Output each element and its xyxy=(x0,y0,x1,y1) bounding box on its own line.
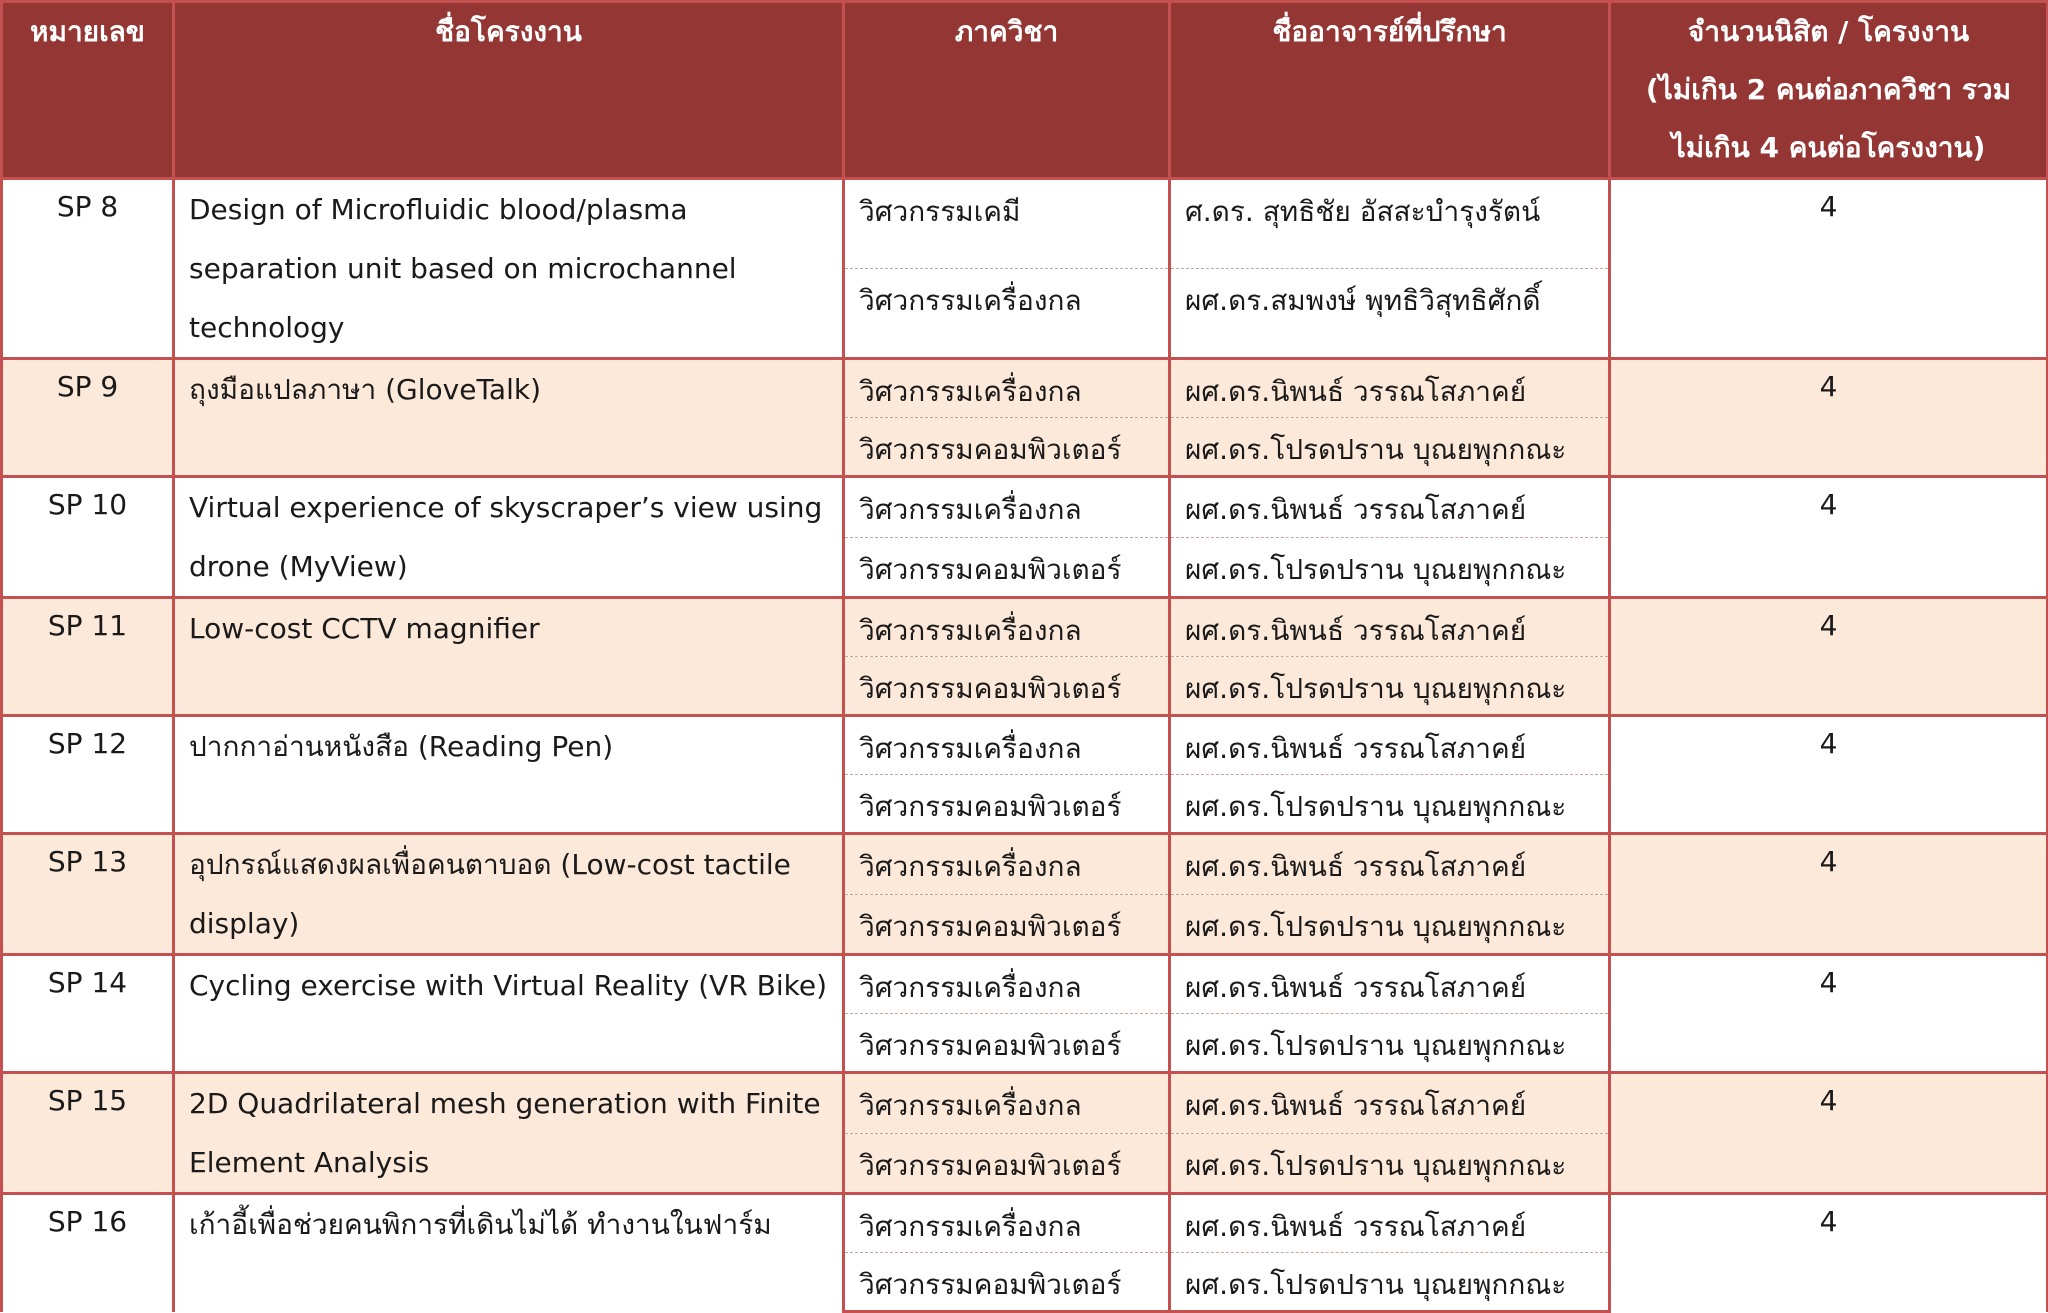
project-code: SP 11 xyxy=(2,598,174,716)
table-header xyxy=(2,2,2048,179)
table-row xyxy=(2,477,2048,538)
department-cell: วิศวกรรมเครื่องกล xyxy=(844,716,1170,775)
student-count: 4 xyxy=(1610,179,2048,359)
advisor-cell: ผศ.ดร.โปรดปราน บุณยพุกกณะ xyxy=(1170,657,1610,716)
advisor-cell: ผศ.ดร.นิพนธ์ วรรณโสภาคย์ xyxy=(1170,1073,1610,1134)
department-cell: วิศวกรรมเครื่องกล xyxy=(844,955,1170,1014)
advisor-cell: ศ.ดร. สุทธิชัย อัสสะบำรุงรัตน์ xyxy=(1170,179,1610,269)
student-count: 4 xyxy=(1610,834,2048,955)
department-cell: วิศวกรรมคอมพิวเตอร์ xyxy=(844,537,1170,598)
header-department: ภาควิชา xyxy=(844,2,1170,179)
project-code: SP 9 xyxy=(2,359,174,477)
student-count: 4 xyxy=(1610,477,2048,598)
advisor-cell: ผศ.ดร.นิพนธ์ วรรณโสภาคย์ xyxy=(1170,598,1610,657)
department-cell: วิศวกรรมเครื่องกล xyxy=(844,359,1170,418)
header-advisor: ชื่ออาจารย์ที่ปรึกษา xyxy=(1170,2,1610,179)
table-row xyxy=(2,598,2048,657)
student-count: 4 xyxy=(1610,716,2048,834)
advisor-cell: ผศ.ดร.โปรดปราน บุณยพุกกณะ xyxy=(1170,894,1610,955)
project-code: SP 13 xyxy=(2,834,174,955)
project-name: ปากกาอ่านหนังสือ (Reading Pen) xyxy=(174,716,844,834)
project-code: SP 10 xyxy=(2,477,174,598)
table-row xyxy=(2,1194,2048,1253)
project-code: SP 12 xyxy=(2,716,174,834)
student-count: 4 xyxy=(1610,359,2048,477)
department-cell: วิศวกรรมคอมพิวเตอร์ xyxy=(844,1133,1170,1194)
department-cell: วิศวกรรมเคมี xyxy=(844,179,1170,269)
student-count: 4 xyxy=(1610,598,2048,716)
header-student-count xyxy=(1610,2,2048,179)
project-name: Design of Microfluidic blood/plasma separation unit based on microchannel technology xyxy=(174,179,844,359)
advisor-cell: ผศ.ดร.โปรดปราน บุณยพุกกณะ xyxy=(1170,418,1610,477)
department-cell: วิศวกรรมเครื่องกล xyxy=(844,269,1170,359)
table-row xyxy=(2,359,2048,418)
advisor-cell: ผศ.ดร.โปรดปราน บุณยพุกกณะ xyxy=(1170,537,1610,598)
table-row xyxy=(2,179,2048,269)
department-cell: วิศวกรรมคอมพิวเตอร์ xyxy=(844,775,1170,834)
header-count-line3: ไม่เกิน 4 คนต่อโครงงาน) xyxy=(1671,131,1986,164)
advisor-cell: ผศ.ดร.นิพนธ์ วรรณโสภาคย์ xyxy=(1170,359,1610,418)
department-cell: วิศวกรรมคอมพิวเตอร์ xyxy=(844,894,1170,955)
project-name: Low-cost CCTV magnifier xyxy=(174,598,844,716)
header-project-name: ชื่อโครงงาน xyxy=(174,2,844,179)
advisor-cell: ผศ.ดร.โปรดปราน บุณยพุกกณะ xyxy=(1170,1014,1610,1073)
advisor-cell: ผศ.ดร.นิพนธ์ วรรณโสภาคย์ xyxy=(1170,955,1610,1014)
project-code: SP 8 xyxy=(2,179,174,359)
student-count: 4 xyxy=(1610,955,2048,1073)
advisor-cell: ผศ.ดร.โปรดปราน บุณยพุกกณะ xyxy=(1170,1253,1610,1312)
advisor-cell: ผศ.ดร.สมพงษ์ พุทธิวิสุทธิศักดิ์ xyxy=(1170,269,1610,359)
table-row xyxy=(2,1073,2048,1134)
student-count: 4 xyxy=(1610,1194,2048,1312)
department-cell: วิศวกรรมคอมพิวเตอร์ xyxy=(844,1253,1170,1312)
advisor-cell: ผศ.ดร.นิพนธ์ วรรณโสภาคย์ xyxy=(1170,477,1610,538)
project-code: SP 14 xyxy=(2,955,174,1073)
table-row xyxy=(2,955,2048,1014)
advisor-cell: ผศ.ดร.นิพนธ์ วรรณโสภาคย์ xyxy=(1170,1194,1610,1253)
project-name: 2D Quadrilateral mesh generation with Finite Element Analysis xyxy=(174,1073,844,1194)
department-cell: วิศวกรรมคอมพิวเตอร์ xyxy=(844,418,1170,477)
header-code: หมายเลข xyxy=(2,2,174,179)
advisor-cell: ผศ.ดร.โปรดปราน บุณยพุกกณะ xyxy=(1170,1133,1610,1194)
advisor-cell: ผศ.ดร.นิพนธ์ วรรณโสภาคย์ xyxy=(1170,834,1610,895)
department-cell: วิศวกรรมคอมพิวเตอร์ xyxy=(844,657,1170,716)
header-count-line1: จำนวนนิสิต / โครงงาน xyxy=(1687,15,1970,48)
department-cell: วิศวกรรมเครื่องกล xyxy=(844,834,1170,895)
header-row xyxy=(2,2,2048,179)
table-body xyxy=(2,179,2048,1312)
header-count-line2: (ไม่เกิน 2 คนต่อภาควิชา รวม xyxy=(1645,73,2012,106)
department-cell: วิศวกรรมคอมพิวเตอร์ xyxy=(844,1014,1170,1073)
project-code: SP 15 xyxy=(2,1073,174,1194)
department-cell: วิศวกรรมเครื่องกล xyxy=(844,477,1170,538)
project-name: Virtual experience of skyscraper’s view using drone (MyView) xyxy=(174,477,844,598)
department-cell: วิศวกรรมเครื่องกล xyxy=(844,1194,1170,1253)
advisor-cell: ผศ.ดร.นิพนธ์ วรรณโสภาคย์ xyxy=(1170,716,1610,775)
student-count: 4 xyxy=(1610,1073,2048,1194)
project-code: SP 16 xyxy=(2,1194,174,1312)
department-cell: วิศวกรรมเครื่องกล xyxy=(844,1073,1170,1134)
table-row xyxy=(2,834,2048,895)
project-name: Cycling exercise with Virtual Reality (VR Bike) xyxy=(174,955,844,1073)
advisor-cell: ผศ.ดร.โปรดปราน บุณยพุกกณะ xyxy=(1170,775,1610,834)
department-cell: วิศวกรรมเครื่องกล xyxy=(844,598,1170,657)
table-row xyxy=(2,716,2048,775)
project-name: ถุงมือแปลภาษา (GloveTalk) xyxy=(174,359,844,477)
project-name: เก้าอี้เพื่อช่วยคนพิการที่เดินไม่ได้ ทำงานในฟาร์ม xyxy=(174,1194,844,1312)
project-name: อุปกรณ์แสดงผลเพื่อคนตาบอด (Low-cost tactile display) xyxy=(174,834,844,955)
